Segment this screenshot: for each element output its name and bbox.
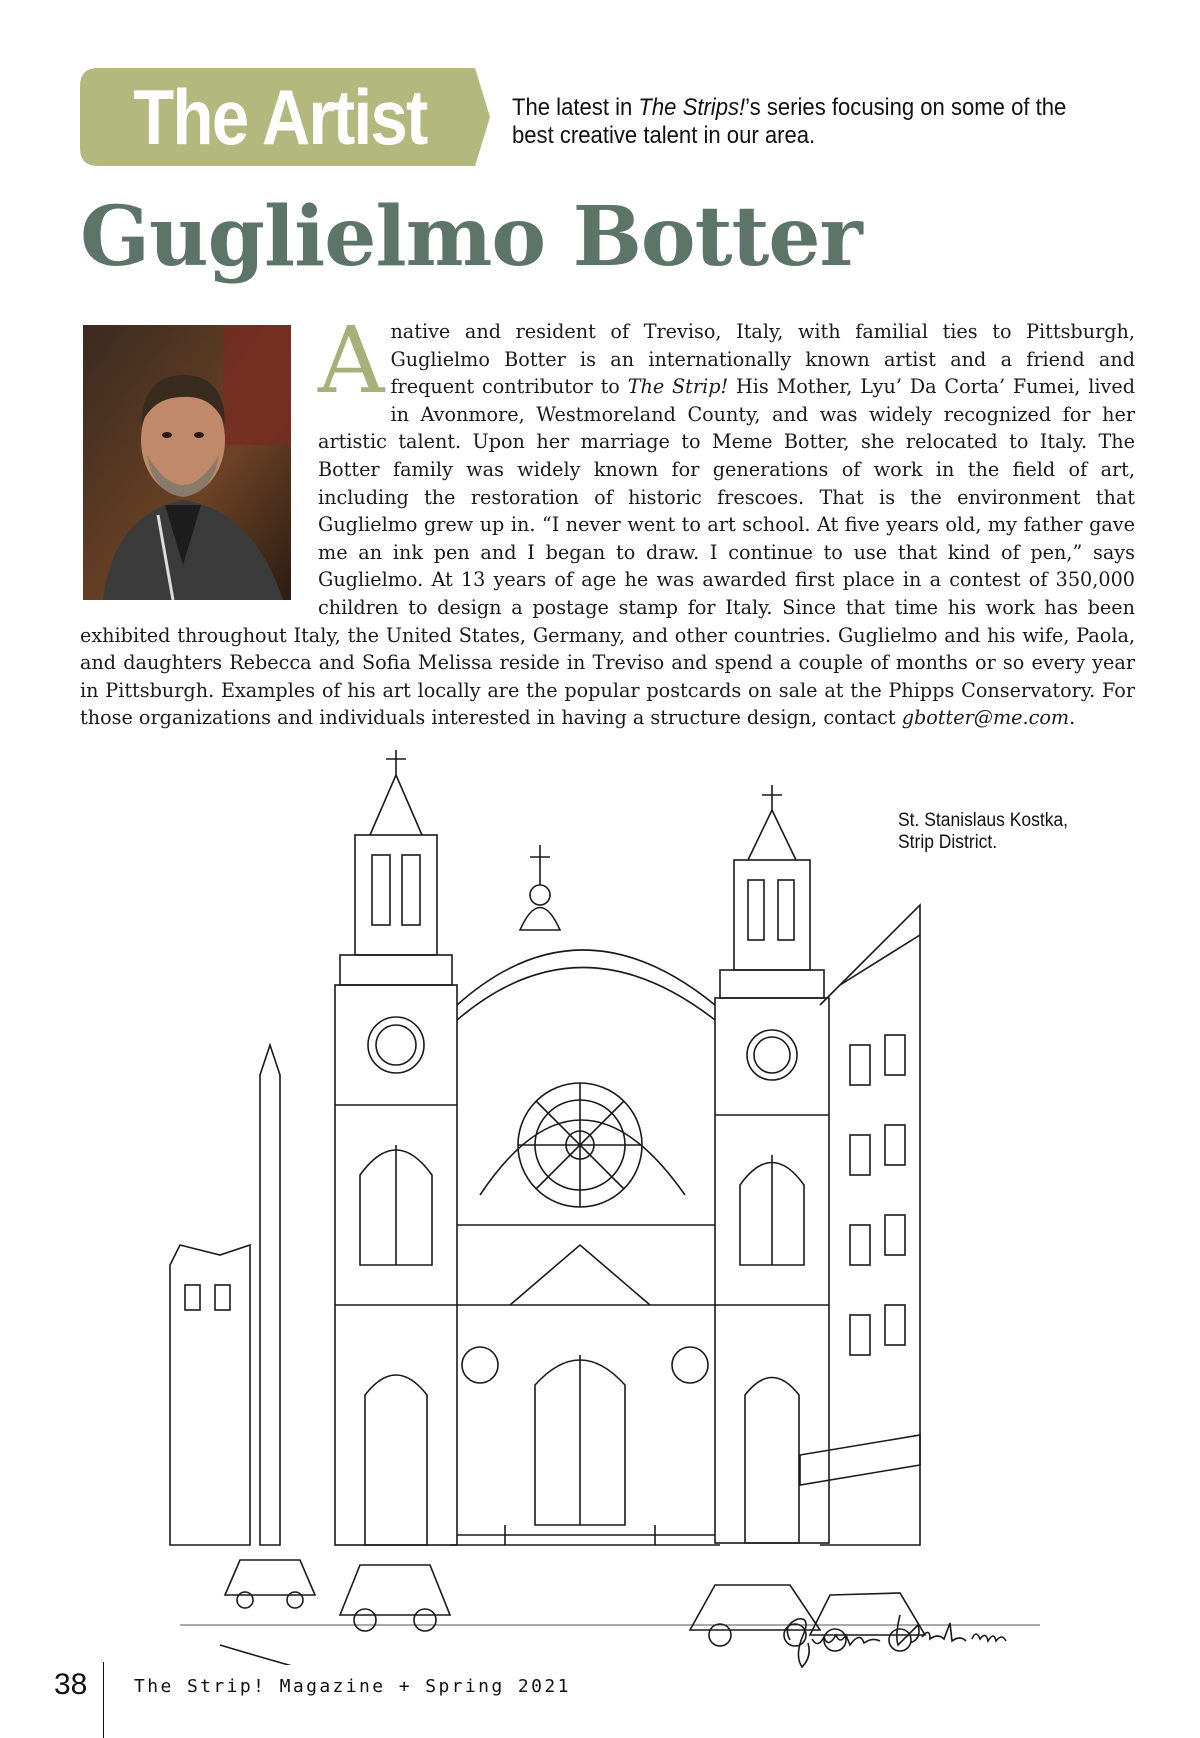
church-illustration <box>160 745 1060 1665</box>
drop-cap: A <box>318 307 385 414</box>
footer-divider <box>103 1662 104 1738</box>
article-body <box>80 307 1135 732</box>
section-label: The Artist <box>133 72 427 161</box>
portrait-spacer <box>80 318 318 608</box>
tagline-after: ’s series focusing on some of the best creative talent in our area. <box>512 94 1067 149</box>
left-tower <box>335 750 457 1545</box>
article-headline: Guglielmo Botter <box>80 189 862 285</box>
article-text-part2: His Mother, Lyu’ Da Corta’ Fumei, lived in Avonmore, Westmoreland County, and was widely recognized for her artistic talent. Upon her marriage to Meme Botter, she relocated to Italy. The Botter family was widely known for generations of work in the field of art, including the restoration of historic frescoes. That is the environment that Guglielmo grew up in. “I never went to art school. At five years old, my father gave me an ink pen and I began to draw. I continue to use that kind of pen,” says Guglielmo. At 13 years of age he was awarded first place in a contest of 350,000 children to design a postage stamp for Italy. Since that time his work has been exhibited throughout Italy, the United States, Germany, and other countries. Guglielmo and his wife, Paola, and daughters Rebecca and Sofia Melissa reside in Treviso and spend a couple of months or so every year in Pittsburgh. Examples of his art locally are the popular postcards on sale at the Phipps Conservatory. For those organizations and individuals interested in having a structure design, contact <box>80 375 1135 730</box>
tagline-publication: The Strips! <box>638 94 746 121</box>
page-number: 38 <box>54 1668 88 1701</box>
caption-line-1: St. Stanislaus Kostka, <box>898 810 1069 831</box>
section-banner <box>80 68 490 166</box>
right-tower <box>715 785 829 1543</box>
article-publication: The Strip! <box>627 375 729 399</box>
tagline-before: The latest in <box>512 94 639 121</box>
right-building <box>800 905 920 1545</box>
caption-line-2: Strip District. <box>898 832 998 853</box>
article-text-part1: native and resident of Treviso, Italy, with familial ties to Pittsburgh, Guglielmo Botter is an internationally known artist and a friend and frequent contributor to <box>390 320 1135 399</box>
left-houses <box>170 1045 280 1545</box>
footer-publication: The Strip! Magazine + Spring 2021 <box>134 1676 571 1697</box>
artist-signature <box>780 1605 1010 1675</box>
series-tagline <box>512 94 1101 150</box>
central-facade <box>450 845 720 1545</box>
artist-email: gbotter@me.com <box>901 706 1070 730</box>
street-line <box>220 1645 620 1665</box>
article-text-part3: . <box>1069 706 1076 730</box>
